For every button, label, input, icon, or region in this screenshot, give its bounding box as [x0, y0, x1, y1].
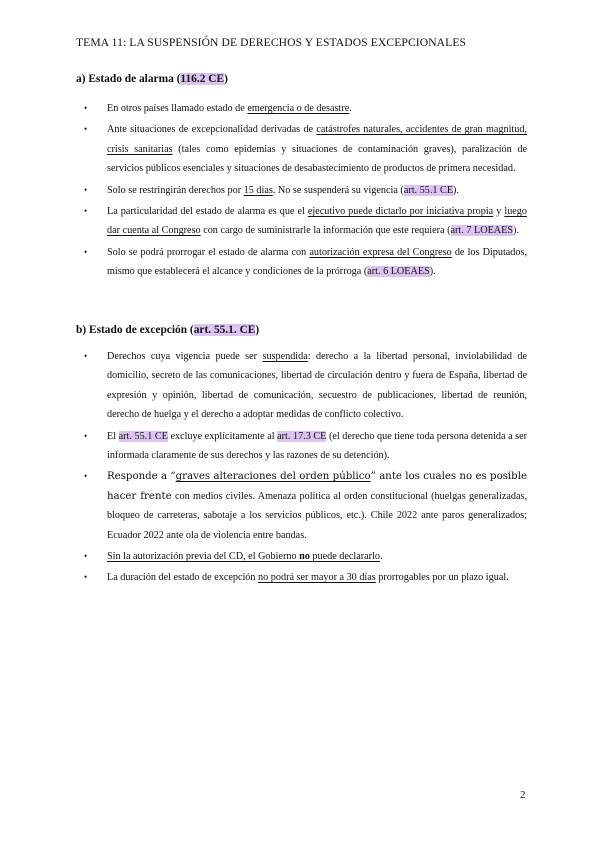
- item-text: La duración del estado de excepción: [107, 572, 259, 584]
- item-text: Responde a “: [107, 471, 176, 483]
- item-underlined: 15 días: [243, 184, 273, 196]
- item-text: (tales como epidemias y situaciones de contaminación graves), paralización de servicios públicos esenciales y situaciones de desabastecimiento de productos de primera necesidad.: [107, 143, 527, 175]
- item-reference: art. 6 LOEAES: [367, 266, 430, 278]
- item-text: . No se suspenderá su vigencia (: [272, 184, 404, 196]
- item-text: con medios civiles. Amenaza política al orden constitucional (huelgas generalizadas, bloqueo de carreteras, sabotaje a los servicios públicos, etc.). Chile 2022 ante paros generalizados; Ecuador 2022 ante ola de violencia entre bandas.: [107, 490, 527, 541]
- item-text: La particularidad del estado de alarma es que el: [107, 206, 308, 218]
- bullet-icon: •: [84, 124, 88, 135]
- section-b-heading-ref: art. 55.1. CE: [193, 324, 256, 336]
- section-a-list: [80, 99, 527, 284]
- item-text: prorrogables por un plazo igual.: [375, 572, 509, 584]
- item-underlined: suspendida: [262, 351, 308, 362]
- section-a-heading-ref: 116.2 CE: [180, 73, 225, 85]
- bullet-icon: •: [84, 551, 88, 562]
- section-b-heading-suffix: ): [255, 324, 260, 336]
- list-item: [80, 568, 527, 587]
- item-text: y: [493, 206, 505, 218]
- list-item: [80, 243, 527, 282]
- item-text: (el derecho que tiene toda persona detenida a ser informada claramente de sus derechos y las razones de su detención).: [107, 430, 528, 462]
- list-item: [80, 347, 527, 425]
- item-underlined: graves alteraciones del orden público: [175, 471, 371, 483]
- item-underlined: luego dar cuenta al Congreso: [107, 206, 527, 237]
- document-header: TEMA 11: LA SUSPENSIÓN DE DERECHOS Y ESTADOS EXCEPCIONALES: [76, 36, 467, 49]
- list-item: [80, 467, 527, 545]
- item-text: Ante situaciones de excepcionalidad derivadas de: [107, 124, 317, 136]
- section-a-heading-prefix: a) Estado de alarma (: [76, 73, 181, 85]
- item-underlined: puede declararlo: [309, 551, 380, 563]
- bullet-icon: •: [84, 471, 88, 482]
- section-a-heading-suffix: ): [224, 73, 228, 85]
- bullet-icon: •: [84, 572, 88, 583]
- list-item: [80, 120, 527, 178]
- bullet-icon: •: [84, 184, 88, 195]
- item-text: excluye explícitamente al: [167, 430, 278, 442]
- item-text: de los Diputados, mismo que establecerá el alcance y condiciones de la prórroga (: [107, 246, 528, 278]
- item-underlined: emergencia o de desastre: [247, 103, 350, 114]
- item-reference: art. 7 LOEAES: [450, 225, 514, 237]
- list-item: [80, 99, 527, 118]
- bullet-icon: •: [84, 103, 88, 113]
- item-text: ).: [429, 266, 436, 278]
- section-b-heading: [76, 324, 259, 336]
- section-b-list: [80, 347, 527, 590]
- item-reference: art. 17.3 CE: [277, 430, 327, 442]
- item-text: ” ante los cuales no es posible hacer frente: [107, 471, 527, 502]
- page-number: 2: [520, 789, 526, 801]
- item-text: .: [349, 103, 352, 114]
- item-text: ).: [513, 225, 519, 237]
- item-reference: art. 55.1 CE: [118, 430, 168, 442]
- list-item: [80, 547, 527, 566]
- item-underlined: ejecutivo puede dictarlo por iniciativa propia: [307, 206, 494, 218]
- list-item: [80, 427, 527, 466]
- item-text: .: [380, 551, 383, 563]
- item-text: con cargo de suministrarle la información que este requiera (: [200, 225, 451, 237]
- bullet-icon: •: [84, 430, 88, 441]
- item-reference: art. 55.1 CE: [403, 184, 454, 196]
- item-underlined: catástrofes naturales, accidentes de gran magnitud, crisis sanitarias: [107, 124, 527, 155]
- item-text: En otros países llamado estado de: [107, 103, 248, 114]
- bullet-icon: •: [84, 351, 88, 361]
- item-text: Derechos cuya vigencia puede ser: [107, 351, 263, 362]
- section-b-heading-prefix: b) Estado de excepción (: [76, 324, 194, 336]
- bullet-icon: •: [84, 246, 88, 257]
- section-a-heading: [76, 73, 228, 85]
- item-text: Solo se restringirán derechos por: [107, 184, 244, 196]
- list-item: [80, 202, 527, 241]
- item-text: : derecho a la libertad personal, inviolabilidad de domicilio, secreto de las comunicaciones, libertad de circulación dentro y fuera de España, libertad de expresión y opinión, libertad de comunicación, secuestro de publicaciones, libertad de reunión, derecho de huelga y el derecho a adoptar medidas de conflicto colectivo.: [107, 351, 527, 421]
- item-text: Solo se podrá prorrogar el estado de alarma con: [107, 246, 310, 258]
- item-underlined: no podrá ser mayor a 30 días: [258, 572, 376, 584]
- item-text: ).: [453, 184, 459, 196]
- list-item: [80, 181, 527, 200]
- item-underlined: autorización expresa del Congreso: [309, 246, 452, 258]
- item-bold: no: [299, 551, 310, 563]
- item-text: El: [107, 430, 119, 442]
- bullet-icon: •: [84, 206, 88, 217]
- item-underlined: Sin la autorización previa del CD, el Gobierno: [107, 551, 300, 563]
